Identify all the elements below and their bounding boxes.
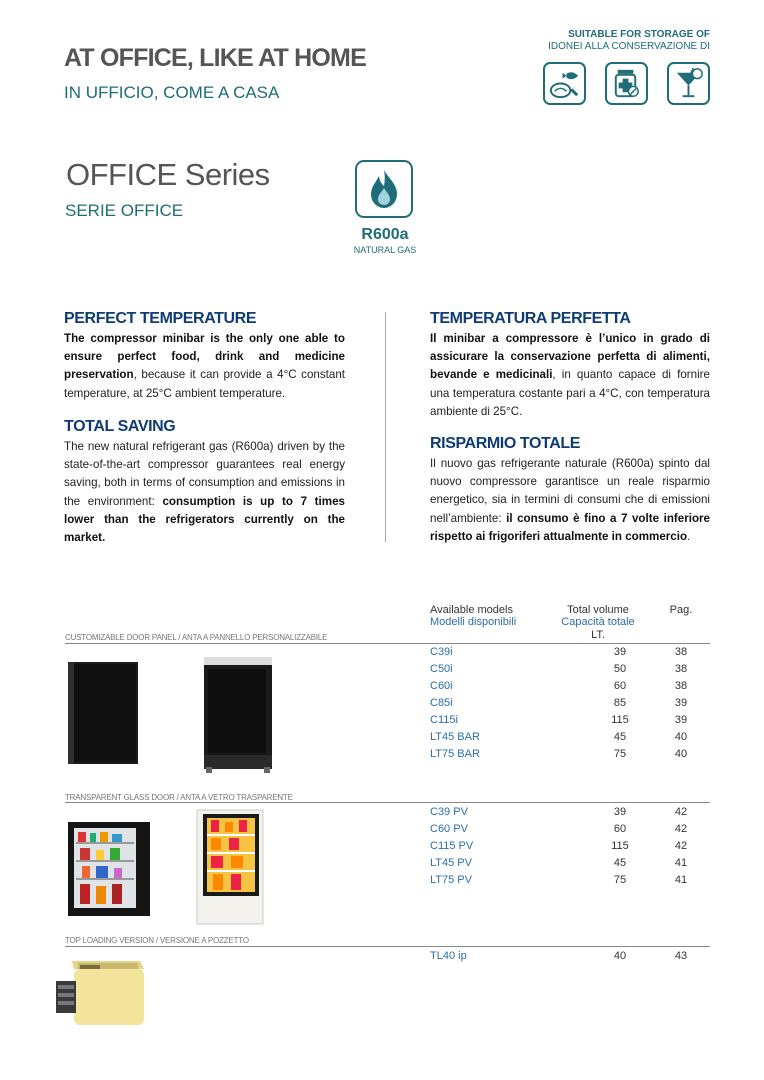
model-volume: 39: [613, 806, 627, 818]
model-volume: 45: [613, 857, 627, 869]
table-row: [430, 823, 710, 840]
fridge-black-image: [66, 660, 141, 771]
model-volume: 60: [613, 823, 627, 835]
model-name: C115 PV: [430, 840, 474, 852]
model-volume: 85: [613, 697, 627, 709]
en-paragraph-temperature: [64, 330, 345, 403]
it-heading-saving: RISPARMIO TOTALE: [430, 435, 581, 452]
en-paragraph-saving: [64, 438, 345, 547]
model-page: 39: [674, 714, 688, 726]
en-p1-rest: , because it can provide a 4°C constant temperature, at 25°C ambient temperature.: [64, 368, 345, 400]
model-name: C50i: [430, 663, 453, 675]
page-subtitle: IN UFFICIO, COME A CASA: [64, 83, 280, 102]
model-volume: 75: [613, 874, 627, 886]
suitable-subtitle: IDONEI ALLA CONSERVAZIONE DI: [548, 41, 710, 52]
model-volume: 115: [611, 714, 629, 726]
model-volume: 115: [611, 840, 629, 852]
en-p2-bold: consumption is up to 7 times lower than the refrigerators currently on the market.: [64, 494, 345, 545]
glass-door-column-fridge-image: [195, 808, 267, 931]
table-row: [430, 697, 710, 714]
table-row: [430, 857, 710, 874]
table-row: [430, 748, 710, 765]
it-heading-temperature: TEMPERATURA PERFETTA: [430, 310, 631, 327]
fridge-black-panel-image: [200, 655, 275, 780]
it-p1-bold: Il minibar a compressore è l’unico in grado di assicurare la conservazione perfetta di alimenti, bevande e medicinali: [430, 332, 710, 382]
col-page-header: Pag.: [669, 604, 693, 616]
it-paragraph-saving: [430, 455, 710, 546]
col-models-header-it: Modelli disponibili: [430, 616, 517, 628]
it-p2-end: .: [687, 529, 691, 543]
table-row: [430, 950, 710, 967]
model-page: 42: [674, 823, 688, 835]
model-page: 41: [674, 857, 688, 869]
model-volume: 60: [613, 680, 627, 692]
it-p2-rest: Il nuovo gas refrigerante naturale (R600a) spinto dal nuovo compressore garantisce un reale risparmio energetico, sia in termini di consumi che di emissioni nell’ambiente:: [430, 457, 710, 525]
section-divider: [65, 643, 710, 644]
flame-icon: [355, 160, 413, 218]
model-name: C60i: [430, 680, 453, 692]
table-row: [430, 806, 710, 823]
model-name: LT75 PV: [430, 874, 472, 886]
model-page: 38: [674, 680, 688, 692]
it-paragraph-temperature: [430, 330, 710, 421]
table-row: [430, 663, 710, 680]
model-volume: 39: [613, 646, 627, 658]
en-p1-bold: The compressor minibar is the only one able to ensure perfect food, drink and medicine preservation: [64, 332, 345, 382]
model-page: 40: [674, 731, 688, 743]
table-row: [430, 646, 710, 663]
section-label: TOP LOADING VERSION / VERSIONE A POZZETTO: [65, 936, 249, 945]
model-name: C60 PV: [430, 823, 468, 835]
col-models-header: Available models: [430, 604, 513, 616]
model-name: LT75 BAR: [430, 748, 480, 760]
page-title: AT OFFICE, LIKE AT HOME: [64, 44, 366, 72]
en-heading-saving: TOTAL SAVING: [64, 418, 176, 435]
model-volume: 50: [613, 663, 627, 675]
model-page: 43: [674, 950, 688, 962]
section-label: TRANSPARENT GLASS DOOR / ANTA A VETRO TRASPARENTE: [65, 793, 293, 802]
model-name: C115i: [430, 714, 458, 726]
model-name: C85i: [430, 697, 453, 709]
en-heading-temperature: PERFECT TEMPERATURE: [64, 310, 257, 327]
table-row: [430, 714, 710, 731]
model-page: 42: [674, 806, 688, 818]
model-page: 39: [674, 697, 688, 709]
column-divider: [385, 312, 386, 542]
col-volume-header-it: Capacità totale: [561, 616, 635, 628]
model-name: LT45 PV: [430, 857, 472, 869]
model-volume: 75: [613, 748, 627, 760]
model-page: 38: [674, 646, 688, 658]
model-page: 41: [674, 874, 688, 886]
top-loading-fridge-image: [52, 955, 148, 1042]
table-row: [430, 874, 710, 891]
en-p2-rest: The new natural refrigerant gas (R600a) driven by the state-of-the-art compressor guarantees real energy saving, both in terms of consumption and emissions in the environment:: [64, 440, 345, 508]
model-name: TL40 ip: [430, 950, 467, 962]
table-row: [430, 731, 710, 748]
model-volume: 45: [613, 731, 627, 743]
gas-sublabel: NATURAL GAS: [353, 245, 417, 255]
it-p1-rest: , in quanto capace di fornire una temperatura costante pari a 4°C, con temperatura ambiente di 25°C.: [430, 368, 710, 418]
gas-label: R600a: [361, 226, 409, 243]
suitable-title: SUITABLE FOR STORAGE OF: [568, 29, 710, 40]
it-p2-bold: il consumo è fino a 7 volte inferiore rispetto ai frigoriferi attualmente in commercio: [430, 511, 710, 543]
series-subtitle: SERIE OFFICE: [65, 201, 184, 220]
food-icon: [543, 62, 586, 105]
medicine-icon: [605, 62, 648, 105]
section-label: CUSTOMIZABLE DOOR PANEL / ANTA A PANNELLO PERSONALIZZABILE: [65, 633, 328, 642]
section-divider: [65, 946, 710, 947]
model-name: C39i: [430, 646, 453, 658]
col-volume-header: Total volume: [567, 604, 629, 616]
series-title: OFFICE Series: [66, 157, 270, 192]
section-divider: [65, 802, 710, 803]
glass-door-fridge-image: [66, 820, 152, 923]
model-name: LT45 BAR: [430, 731, 480, 743]
model-page: 42: [674, 840, 688, 852]
table-row: [430, 680, 710, 697]
table-row: [430, 840, 710, 857]
col-volume-unit: LT.: [591, 629, 605, 641]
model-page: 40: [674, 748, 688, 760]
model-name: C39 PV: [430, 806, 468, 818]
drink-icon: [667, 62, 710, 105]
model-volume: 40: [613, 950, 627, 962]
model-page: 38: [674, 663, 688, 675]
